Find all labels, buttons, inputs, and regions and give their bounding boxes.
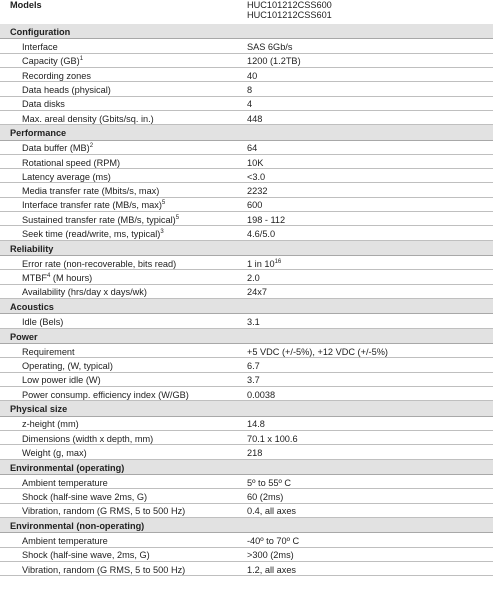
spec-value-text: 3.7: [247, 375, 260, 386]
spec-label: [22, 41, 58, 53]
spec-value: [247, 70, 257, 82]
spec-label-text: Availability (hrs/day x days/wk): [22, 287, 147, 298]
spec-value-text: 1.2, all axes: [247, 564, 297, 575]
spec-value: [247, 491, 283, 503]
spec-value: [247, 535, 299, 547]
model-number-2: HUC101212CSS601: [247, 10, 332, 20]
spec-label: [22, 505, 185, 517]
spec-label: [22, 447, 87, 459]
spec-row-error-rate-non-recoverable-bits-read: [0, 256, 493, 270]
spec-value: [247, 564, 296, 576]
spec-value-text: 70.1 x 100.6: [247, 433, 298, 444]
spec-label-text: Seek time (read/write, ms, typical): [22, 229, 161, 240]
spec-label: [22, 272, 92, 284]
spec-row-mtbf-m-hours: [0, 270, 493, 284]
spec-row-vibration-random-g-rms-5-to-500-hz: [0, 504, 493, 518]
section-header-performance: [0, 125, 493, 140]
spec-label: [22, 157, 120, 169]
spec-label-text: Error rate (non-recoverable, bits read): [22, 258, 177, 269]
exponent: 16: [274, 258, 282, 265]
models-label: Models: [10, 0, 42, 10]
spec-value-text: 1 in 10: [247, 258, 275, 269]
spec-value: [247, 360, 260, 372]
spec-value: [247, 316, 260, 328]
section-header-physical-size: [0, 401, 493, 416]
spec-value-text: 14.8: [247, 419, 265, 430]
spec-row-interface: [0, 39, 493, 53]
section-title: Physical size: [10, 404, 68, 415]
spec-value: [247, 346, 388, 358]
spec-row-rotational-speed-rpm: [0, 155, 493, 169]
spec-label: [22, 55, 83, 67]
spec-label: [22, 98, 65, 110]
spec-row-vibration-random-g-rms-5-to-500-hz: [0, 562, 493, 576]
spec-value: [247, 549, 294, 561]
spec-label-text: Ambient temperature: [22, 477, 108, 488]
spec-row-seek-time-read-write-ms-typical: [0, 226, 493, 240]
spec-value: [247, 505, 296, 517]
spec-label: [22, 360, 113, 372]
spec-label: [22, 374, 101, 386]
footnote-marker: 1: [79, 56, 84, 63]
footnote-marker: 5: [175, 214, 180, 221]
spec-label-text: Recording zones: [22, 70, 91, 81]
spec-row-data-disks: [0, 97, 493, 111]
spec-label: [22, 142, 93, 154]
spec-value-text: 60 (2ms): [247, 491, 284, 502]
spec-label-text: Data buffer (MB): [22, 143, 90, 154]
spec-value: [247, 447, 262, 459]
spec-row-recording-zones: [0, 68, 493, 82]
spec-value: [247, 157, 263, 169]
spec-row-max-areal-density-gbits-sq-in: [0, 111, 493, 125]
spec-value-text: 40: [247, 70, 258, 81]
spec-value-text: 198 - 112: [247, 214, 286, 225]
spec-label-text: Idle (Bels): [22, 317, 64, 328]
spec-value: [247, 477, 291, 489]
spec-row-dimensions-width-x-depth-mm: [0, 431, 493, 445]
spec-value-text: 10K: [247, 157, 264, 168]
spec-value-text: 8: [247, 84, 253, 95]
spec-label-text: Shock (half-sine wave, 2ms, G): [22, 550, 150, 561]
spec-row-shock-half-sine-wave-2ms-g: [0, 489, 493, 503]
spec-label: [22, 389, 189, 401]
spec-label: [22, 346, 75, 358]
spec-label-text: Rotational speed (RPM): [22, 157, 121, 168]
spec-row-idle-bels: [0, 314, 493, 328]
spec-label: [22, 113, 154, 125]
spec-label-text: Requirement: [22, 346, 75, 357]
spec-label: [22, 171, 111, 183]
spec-label-text: Max. areal density (Gbits/sq. in.): [22, 113, 154, 124]
spec-value-text: 2232: [247, 186, 268, 197]
spec-label: [22, 549, 150, 561]
spec-label: [22, 491, 147, 503]
spec-label-text: MTBF: [22, 273, 48, 284]
spec-value-text: 0.4, all axes: [247, 506, 297, 517]
section-header-environmental-operating: [0, 460, 493, 475]
spec-label: [22, 258, 176, 270]
spec-row-capacity-gb: [0, 54, 493, 68]
spec-value-text: 1200 (1.2TB): [247, 56, 301, 67]
spec-label: [22, 286, 147, 298]
footnote-marker: 2: [89, 143, 94, 150]
spec-label-text: Vibration, random (G RMS, 5 to 500 Hz): [22, 564, 186, 575]
spec-row-interface-transfer-rate-mb-s-max: [0, 198, 493, 212]
spec-row-power-consump-efficiency-index-w-gb: [0, 387, 493, 401]
section-title: Configuration: [10, 27, 71, 38]
spec-value-text: 218: [247, 447, 263, 458]
spec-label-text: Weight (g, max): [22, 447, 87, 458]
spec-label: [22, 316, 63, 328]
spec-value: [247, 185, 267, 197]
spec-label: [22, 418, 79, 430]
section-header-reliability: [0, 241, 493, 256]
models-header-row: [0, 0, 493, 24]
section-header-acoustics: [0, 299, 493, 314]
spec-row-ambient-temperature: [0, 475, 493, 489]
section-title: Environmental (non-operating): [10, 521, 145, 532]
spec-value: [247, 389, 275, 401]
spec-value: [247, 199, 262, 211]
spec-value-text: SAS 6Gb/s: [247, 42, 293, 53]
spec-row-z-height-mm: [0, 417, 493, 431]
spec-value: [247, 433, 298, 445]
spec-row-data-buffer-mb: [0, 141, 493, 155]
spec-label-text: z-height (mm): [22, 419, 79, 430]
spec-value-text: <3.0: [247, 171, 266, 182]
spec-row-weight-g-max: [0, 445, 493, 459]
spec-value-text: 3.1: [247, 317, 260, 328]
section-title: Reliability: [10, 243, 54, 254]
spec-value: [247, 113, 262, 125]
spec-label-text: Power consump. efficiency index (W/GB): [22, 389, 189, 400]
spec-label: [22, 535, 108, 547]
spec-label-text: Shock (half-sine wave 2ms, G): [22, 491, 148, 502]
spec-value: [247, 286, 267, 298]
spec-value: [247, 418, 265, 430]
footnote-marker: 5: [161, 200, 166, 207]
model-number-1: HUC101212CSS600: [247, 0, 332, 10]
spec-value-text: 4: [247, 99, 253, 110]
spec-label-text: Sustained transfer rate (MB/s, typical): [22, 214, 176, 225]
spec-label-text: Operating, (W, typical): [22, 361, 113, 372]
spec-value-text: 6.7: [247, 361, 260, 372]
spec-value-text: 4.6/5.0: [247, 229, 276, 240]
section-header-power: [0, 329, 493, 344]
spec-label: [22, 199, 165, 211]
spec-label: [22, 228, 164, 240]
spec-value-text: 2.0: [247, 273, 260, 284]
spec-row-shock-half-sine-wave-2ms-g: [0, 548, 493, 562]
spec-row-operating-w-typical: [0, 358, 493, 372]
spec-row-ambient-temperature: [0, 533, 493, 547]
section-title: Power: [10, 331, 38, 342]
spec-value-text: 64: [247, 143, 258, 154]
spec-label: [22, 70, 91, 82]
spec-value-text: >300 (2ms): [247, 550, 294, 561]
spec-value: [247, 55, 301, 67]
section-header-environmental-non-operating: [0, 518, 493, 533]
spec-value: [247, 41, 292, 53]
spec-label-tail: (M hours): [50, 273, 93, 284]
spec-value-text: 5º to 55º C: [247, 477, 291, 488]
spec-label-text: Latency average (ms): [22, 171, 111, 182]
spec-label-text: Data disks: [22, 99, 65, 110]
spec-label-text: Media transfer rate (Mbits/s, max): [22, 186, 160, 197]
spec-row-availability-hrs-day-x-days-wk: [0, 285, 493, 299]
spec-label-text: Data heads (physical): [22, 84, 111, 95]
spec-label: [22, 185, 159, 197]
spec-value-text: 24x7: [247, 287, 267, 298]
spec-value-text: +5 VDC (+/-5%), +12 VDC (+/-5%): [247, 346, 388, 357]
spec-row-sustained-transfer-rate-mb-s-typical: [0, 212, 493, 226]
spec-label-text: Interface: [22, 42, 58, 53]
spec-value: [247, 374, 260, 386]
spec-row-requirement: [0, 344, 493, 358]
footnote-marker: 4: [47, 273, 51, 280]
spec-row-media-transfer-rate-mbits-s-max: [0, 184, 493, 198]
spec-value: [247, 171, 265, 183]
spec-row-low-power-idle-w: [0, 373, 493, 387]
spec-value-text: 448: [247, 113, 263, 124]
spec-value-text: 0.0038: [247, 389, 276, 400]
spec-label-text: Capacity (GB): [22, 56, 80, 67]
spec-row-data-heads-physical: [0, 82, 493, 96]
spec-value: [247, 84, 252, 96]
spec-value: [247, 214, 285, 226]
spec-label-text: Dimensions (width x depth, mm): [22, 433, 154, 444]
spec-label: [22, 477, 108, 489]
spec-value-text: -40º to 70º C: [247, 535, 300, 546]
section-header-configuration: [0, 24, 493, 39]
spec-label-text: Ambient temperature: [22, 535, 108, 546]
spec-value: [247, 258, 281, 270]
section-title: Acoustics: [10, 302, 54, 313]
section-title: Performance: [10, 128, 67, 139]
spec-label-text: Vibration, random (G RMS, 5 to 500 Hz): [22, 506, 186, 517]
spec-value: [247, 98, 252, 110]
spec-row-latency-average-ms: [0, 169, 493, 183]
spec-label-text: Low power idle (W): [22, 375, 101, 386]
spec-label: [22, 433, 153, 445]
spec-label-text: Interface transfer rate (MB/s, max): [22, 200, 162, 211]
spec-label: [22, 84, 111, 96]
spec-value: [247, 272, 260, 284]
spec-label: [22, 564, 185, 576]
spec-value: [247, 228, 275, 240]
spec-value: [247, 142, 257, 154]
section-title: Environmental (operating): [10, 462, 125, 473]
footnote-marker: 3: [160, 229, 164, 236]
spec-label: [22, 214, 179, 226]
spec-value-text: 600: [247, 200, 263, 211]
